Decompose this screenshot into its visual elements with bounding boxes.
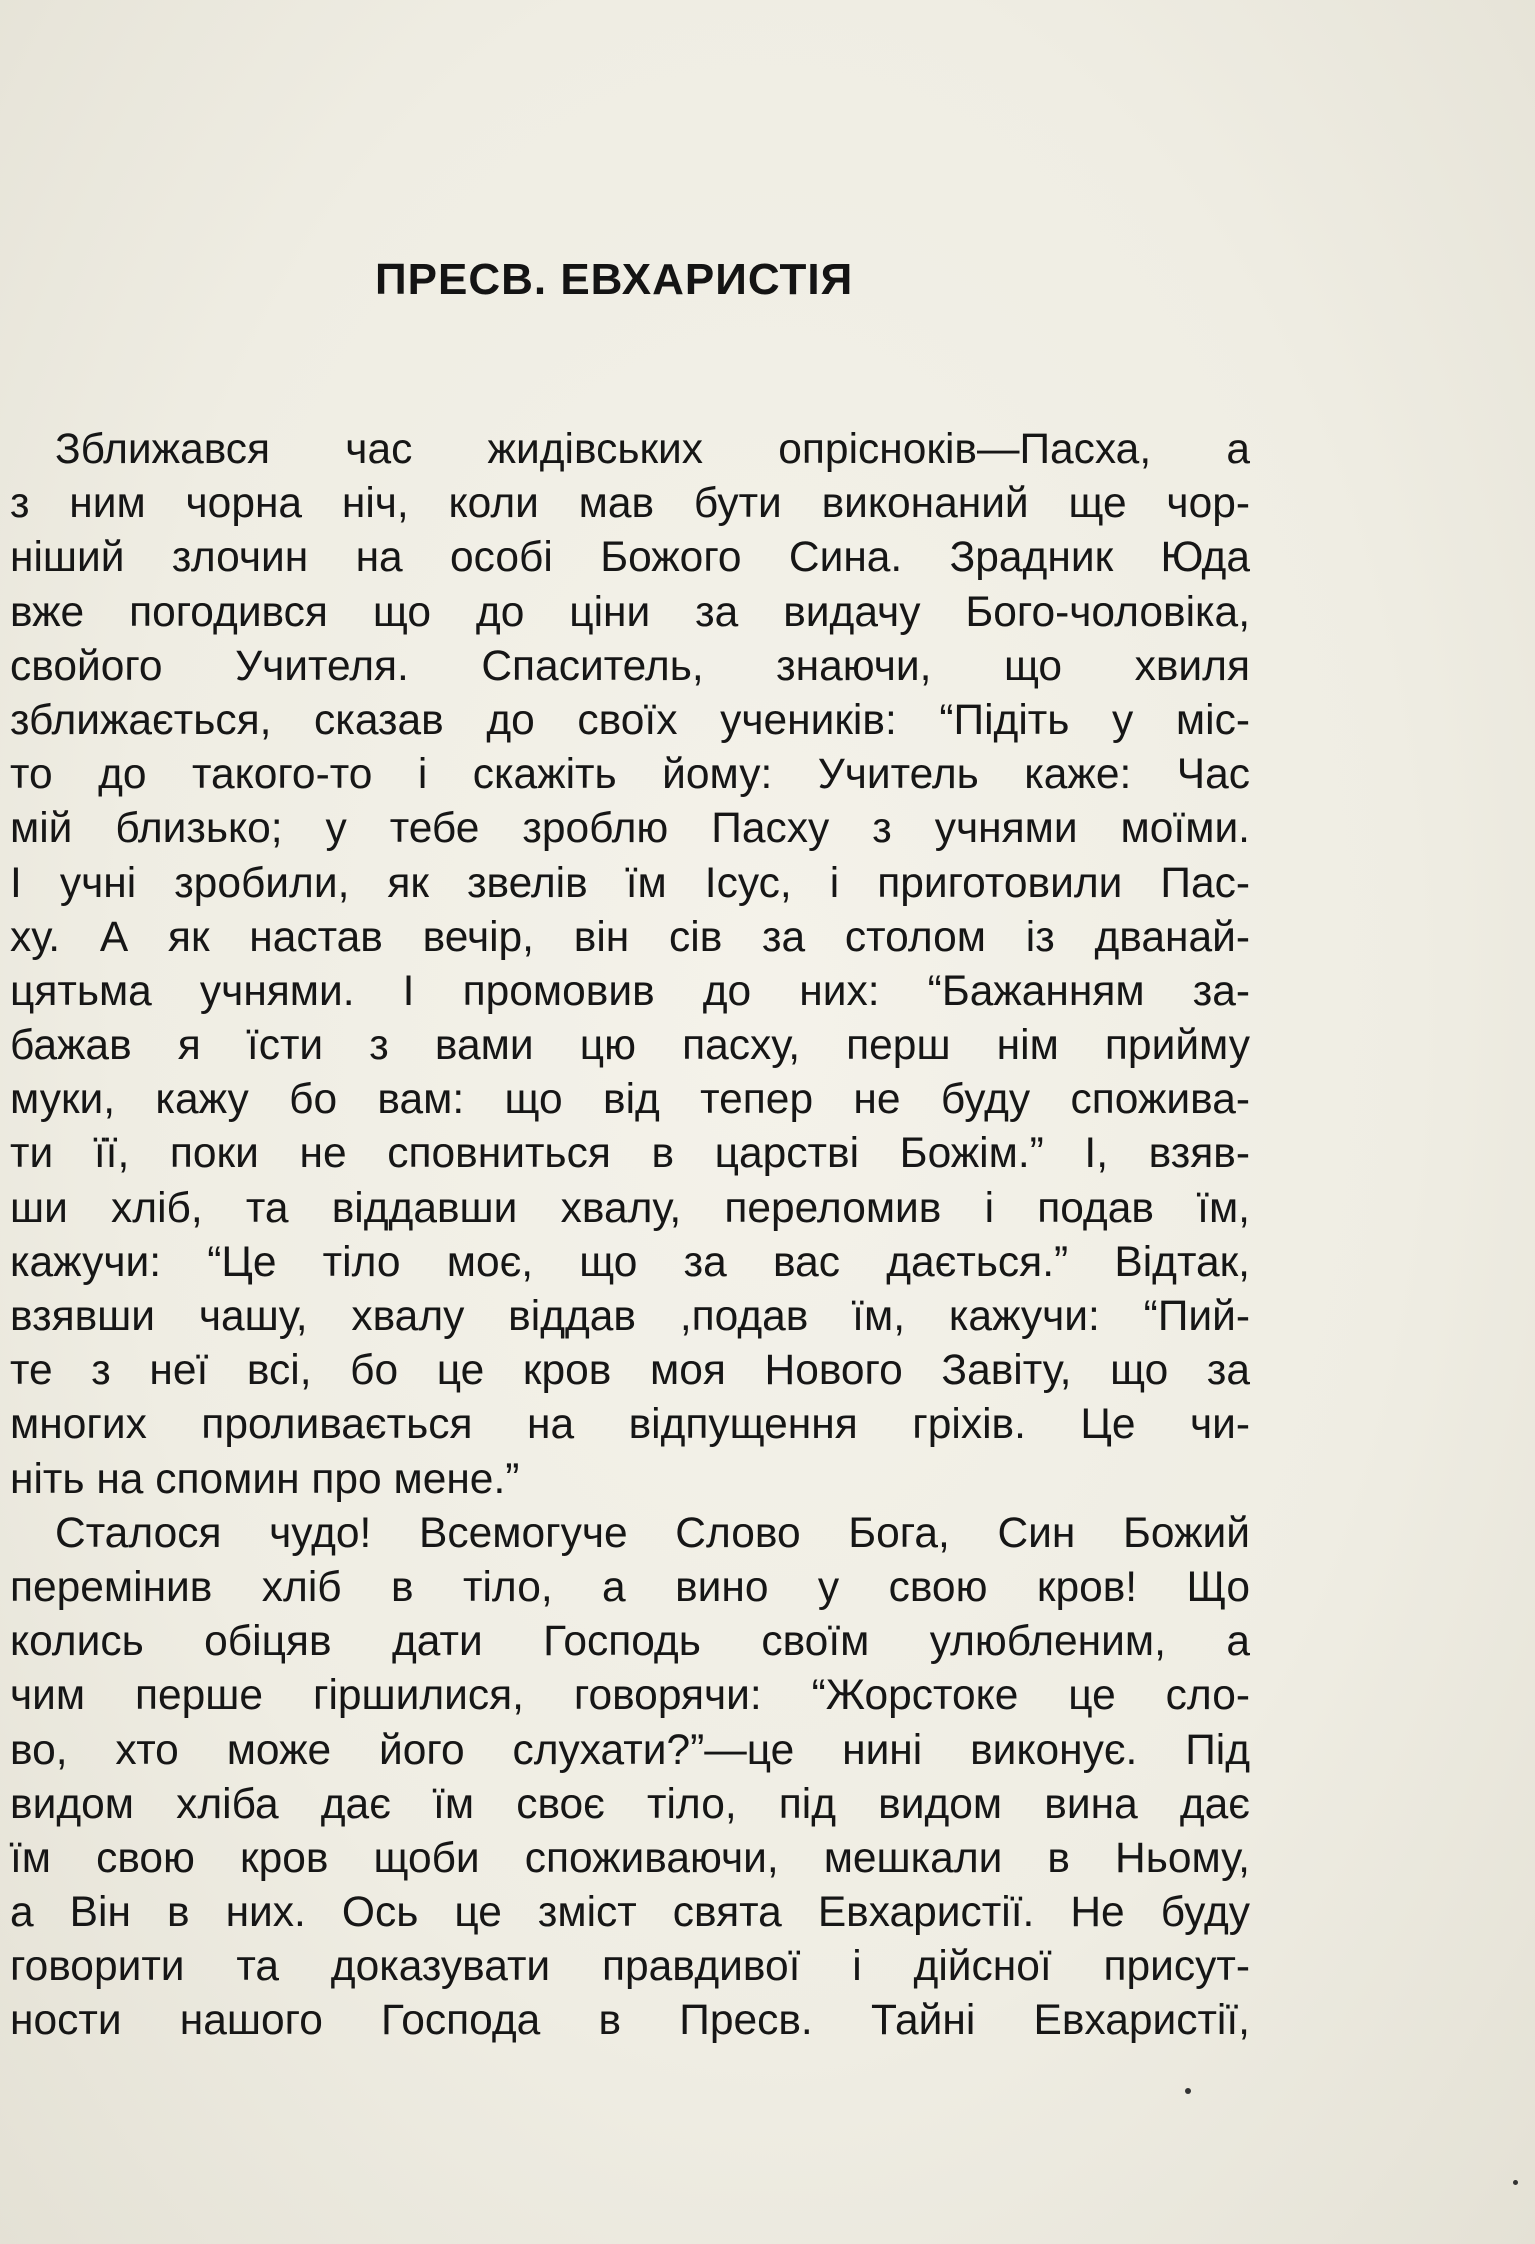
paragraph-2 (10, 1507, 1250, 2049)
text-line: ніший злочин на особі Божого Сина. Зрадник Юда (10, 534, 1250, 582)
text-line: Сталося чудо! Всемогуче Слово Бога, Син Божий (55, 1509, 1250, 1557)
text-line: те з неї всі, бо це кров моя Нового Завіту, що за (10, 1347, 1250, 1395)
text-line: ши хліб, та віддавши хвалу, переломив і подав їм, (10, 1184, 1250, 1232)
ink-speck (1513, 2180, 1518, 2185)
text-line: перемінив хліб в тіло, а вино у свою кров! Що (10, 1563, 1250, 1611)
text-line: мій близько; у тебе зроблю Пасху з учнями моїми. (10, 805, 1250, 853)
text-line: бажав я їсти з вами цю пасху, перш нім прийму (10, 1022, 1250, 1070)
paragraph-1 (10, 423, 1250, 1507)
text-line: говорити та доказувати правдивої і дійсної присут- (10, 1943, 1250, 1991)
text-line: а Він в них. Ось це зміст свята Евхаристії. Не буду (10, 1889, 1250, 1937)
text-line: ти її, поки не сповниться в царстві Божім.” І, взяв- (10, 1130, 1250, 1178)
ink-speck (1185, 2088, 1191, 2094)
text-line: свойого Учителя. Спаситель, знаючи, що хвиля (10, 642, 1250, 690)
text-line: І учні зробили, як звелів їм Ісус, і приготовили Пас- (10, 859, 1250, 907)
text-line: во, хто може його слухати?”—це нині виконує. Під (10, 1726, 1250, 1774)
text-line: Зближався час жидівських опрісноків—Пасха, а (55, 426, 1250, 473)
text-line: то до такого-то і скажіть йому: Учитель каже: Час (10, 751, 1250, 799)
text-line: видом хліба дає їм своє тіло, під видом вина дає (10, 1780, 1250, 1828)
page-title: ПРЕСВ. ЕВХАРИСТІЯ (375, 255, 854, 304)
text-line: з ним чорна ніч, коли мав бути виконаний ще чор- (10, 480, 1250, 528)
text-line: многих проливається на відпущення гріхів. Це чи- (10, 1401, 1250, 1449)
text-line: ніть на спомин про мене.” (10, 1455, 520, 1503)
text-line: зближається, сказав до своїх учеників: “Підіть у міс- (10, 696, 1250, 744)
text-line: їм свою кров щоби споживаючи, мешкали в Ньому, (10, 1834, 1250, 1882)
text-line: муки, кажу бо вам: що від тепер не буду спожива- (10, 1076, 1250, 1124)
text-line: колись обіцяв дати Господь своїм улюбленим, а (10, 1618, 1250, 1666)
text-line: кажучи: “Це тіло моє, що за вас дається.” Відтак, (10, 1238, 1250, 1286)
text-line: вже погодився що до ціни за видачу Бого-чоловіка, (10, 588, 1250, 636)
text-line: ности нашого Господа в Пресв. Тайні Евхаристії, (10, 1997, 1250, 2045)
text-line: чим перше гіршилися, говорячи: “Жорстоке це сло- (10, 1672, 1250, 1720)
text-line: взявши чашу, хвалу віддав ,подав їм, кажучи: “Пий- (10, 1293, 1250, 1340)
body-text (10, 423, 1250, 2049)
text-line: цятьма учнями. І промовив до них: “Бажанням за- (10, 967, 1250, 1015)
text-line: ху. А як настав вечір, він сів за столом із дванай- (10, 913, 1250, 961)
